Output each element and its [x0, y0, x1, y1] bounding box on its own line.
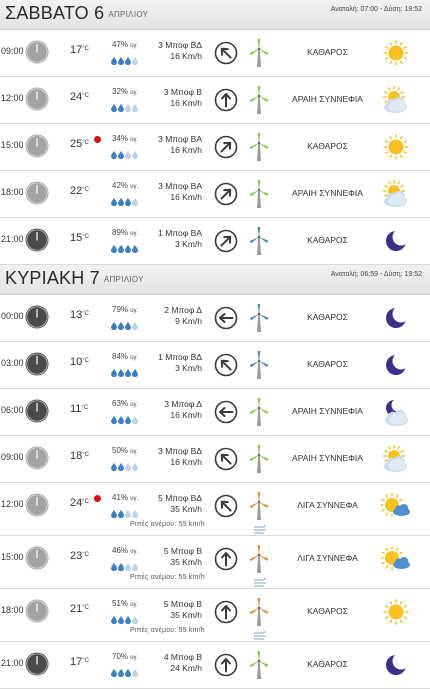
- wind-gust-text: Ριπές ανέμου: 55 km/h: [130, 521, 205, 528]
- raindrop-icon: [118, 458, 124, 476]
- raindrop-icon: [111, 52, 117, 70]
- humidity-value: 50%: [112, 446, 129, 455]
- temperature: [70, 403, 88, 415]
- raindrop-icon: [118, 146, 124, 164]
- temperature-unit: °C: [82, 187, 89, 193]
- clock-icon: [25, 446, 49, 470]
- wind-direction-arrow-icon: [214, 494, 238, 518]
- wind-turbine-icon: [248, 179, 270, 209]
- raindrop-icon: [111, 558, 117, 576]
- wind-direction-arrow-icon: [214, 306, 238, 330]
- wind-gust-icon: [253, 521, 269, 530]
- raindrop-icon: [125, 317, 131, 335]
- temperature-unit: °C: [82, 552, 89, 558]
- wind-turbine-icon: [248, 85, 270, 115]
- wind-force: 3 Μποφ ΒΑ: [158, 181, 202, 191]
- raindrop-icon: [111, 458, 117, 476]
- raindrop-icon: [118, 505, 124, 523]
- humidity: [112, 181, 138, 190]
- wind-info: [150, 228, 202, 250]
- wind-info: [150, 352, 202, 374]
- raindrop-icon: [132, 99, 138, 117]
- humidity-unit: υγ.: [130, 549, 139, 555]
- wind-direction-arrow-icon: [214, 88, 238, 112]
- temperature: [70, 450, 89, 462]
- temperature-unit: °C: [82, 93, 89, 99]
- wind-info: [150, 446, 202, 468]
- raindrop-icon: [111, 193, 117, 211]
- wind-speed: 35 Km/h: [170, 557, 202, 567]
- temperature: [70, 91, 89, 103]
- humidity-value: 89%: [112, 228, 129, 237]
- raindrop-icon: [125, 99, 131, 117]
- temperature-unit: °C: [82, 358, 89, 364]
- temperature: [70, 656, 89, 668]
- weather-condition: ΑΡΑΙΗ ΣΥΝΝΕΦΙΑ: [292, 188, 363, 198]
- rain-drops: [111, 411, 138, 429]
- clock-icon: [25, 40, 49, 64]
- humidity-value: 34%: [112, 134, 129, 143]
- wind-force: 5 Μποφ ΒΔ: [158, 493, 202, 503]
- raindrop-icon: [132, 364, 138, 382]
- forecast-time: 00:00: [1, 311, 24, 321]
- forecast-row: [0, 483, 430, 536]
- raindrop-icon: [111, 317, 117, 335]
- weather-condition: ΚΑΘΑΡΟΣ: [307, 606, 348, 616]
- temperature: [70, 138, 89, 150]
- humidity-value: 63%: [112, 399, 129, 408]
- wind-force: 3 Μποφ ΒΑ: [158, 134, 202, 144]
- humidity-value: 42%: [112, 181, 129, 190]
- humidity: [112, 446, 138, 455]
- weather-condition: ΑΡΑΙΗ ΣΥΝΝΕΦΙΑ: [292, 453, 363, 463]
- forecast-time: 06:00: [1, 405, 24, 415]
- forecast-time: 09:00: [1, 46, 24, 56]
- temperature-unit: °C: [82, 140, 89, 146]
- humidity-unit: υγ.: [130, 602, 139, 608]
- wind-speed: 35 Km/h: [170, 610, 202, 620]
- weather-condition: ΑΡΑΙΗ ΣΥΝΝΕΦΙΑ: [292, 94, 363, 104]
- rain-drops: [111, 664, 138, 682]
- sun-icon: [381, 38, 411, 68]
- temperature-value: 23: [70, 550, 83, 562]
- temperature-unit: °C: [82, 311, 89, 317]
- weather-condition: ΚΑΘΑΡΟΣ: [307, 659, 348, 669]
- clock-icon: [25, 305, 49, 329]
- moon-icon: [381, 303, 411, 333]
- humidity: [112, 87, 138, 96]
- sun-icon: [381, 597, 411, 627]
- moon-behind-cloud-icon: [381, 397, 411, 427]
- raindrop-icon: [125, 52, 131, 70]
- raindrop-icon: [132, 193, 138, 211]
- humidity-unit: υγ.: [130, 308, 139, 314]
- wind-speed: 16 Km/h: [170, 457, 202, 467]
- forecast-time: 21:00: [1, 234, 24, 244]
- raindrop-icon: [111, 146, 117, 164]
- wind-force: 5 Μποφ Β: [163, 599, 202, 609]
- rain-drops: [111, 317, 138, 335]
- wind-direction-arrow-icon: [214, 653, 238, 677]
- sun-icon: [381, 132, 411, 162]
- sun-with-cloud-icon: [381, 544, 411, 574]
- clock-icon: [25, 599, 49, 623]
- raindrop-icon: [118, 664, 124, 682]
- wind-turbine-icon: [248, 544, 270, 574]
- temperature-unit: °C: [82, 234, 89, 240]
- sunrise-sunset-times: Ανατολή: 07:00 - Δύση: 19:52: [330, 6, 422, 13]
- forecast-time: 03:00: [1, 358, 24, 368]
- temperature: [70, 44, 89, 56]
- temperature: [70, 185, 89, 197]
- raindrop-icon: [111, 364, 117, 382]
- day-title: [5, 268, 144, 289]
- humidity-unit: υγ.: [130, 43, 139, 49]
- wind-info: [150, 546, 202, 568]
- wind-turbine-icon: [248, 597, 270, 627]
- temperature-value: 10: [70, 356, 83, 368]
- rain-drops: [111, 52, 138, 70]
- wind-info: [150, 181, 202, 203]
- raindrop-icon: [125, 364, 131, 382]
- raindrop-icon: [125, 193, 131, 211]
- clock-icon: [25, 399, 49, 423]
- rain-drops: [111, 458, 138, 476]
- forecast-row: [0, 171, 430, 218]
- forecast-time: 12:00: [1, 499, 24, 509]
- raindrop-icon: [111, 664, 117, 682]
- wind-force: 4 Μποφ Β: [163, 652, 202, 662]
- wind-gust-icon: [253, 574, 269, 583]
- forecast-time: 18:00: [1, 187, 24, 197]
- forecast-row: [0, 218, 430, 265]
- forecast-row: [0, 124, 430, 171]
- humidity: [112, 228, 138, 237]
- forecast-row: [0, 77, 430, 124]
- clock-icon: [25, 228, 49, 252]
- wind-gust-icon: [253, 627, 269, 636]
- weather-condition: ΑΡΑΙΗ ΣΥΝΝΕΦΙΑ: [292, 406, 363, 416]
- humidity: [112, 652, 138, 661]
- wind-force: 3 Μποφ Β: [163, 87, 202, 97]
- sun-behind-cloud-icon: [381, 444, 411, 474]
- sunrise-sunset-times: Ανατολή: 06:59 - Δύση: 19:52: [330, 271, 422, 278]
- temperature-value: 21: [70, 603, 83, 615]
- humidity: [112, 352, 138, 361]
- sun-with-cloud-icon: [381, 491, 411, 521]
- wind-speed: 35 Km/h: [170, 504, 202, 514]
- wind-info: [150, 40, 202, 62]
- humidity-value: 41%: [112, 493, 129, 502]
- day-name: ΚΥΡΙΑΚΗ 7: [5, 268, 100, 288]
- wind-gust-text: Ριπές ανέμου: 55 km/h: [130, 627, 205, 634]
- raindrop-icon: [125, 240, 131, 258]
- raindrop-icon: [111, 240, 117, 258]
- temperature-unit: °C: [81, 405, 89, 411]
- wind-direction-arrow-icon: [214, 353, 238, 377]
- humidity-unit: υγ.: [130, 184, 139, 190]
- wind-turbine-icon: [248, 444, 270, 474]
- clock-icon: [25, 181, 49, 205]
- wind-info: [150, 305, 202, 327]
- wind-turbine-icon: [248, 350, 270, 380]
- rain-drops: [111, 99, 138, 117]
- wind-direction-arrow-icon: [214, 229, 238, 253]
- humidity-unit: υγ.: [130, 655, 139, 661]
- forecast-row: [0, 342, 430, 389]
- clock-icon: [25, 493, 49, 517]
- wind-speed: 24 Km/h: [170, 663, 202, 673]
- humidity-value: 46%: [112, 546, 129, 555]
- raindrop-icon: [118, 364, 124, 382]
- humidity-value: 70%: [112, 652, 129, 661]
- raindrop-icon: [132, 52, 138, 70]
- forecast-time: 09:00: [1, 452, 24, 462]
- moon-icon: [381, 226, 411, 256]
- wind-info: [150, 493, 202, 515]
- forecast-row: [0, 536, 430, 589]
- wind-turbine-icon: [248, 491, 270, 521]
- raindrop-icon: [125, 458, 131, 476]
- rain-drops: [111, 240, 138, 258]
- raindrop-icon: [118, 411, 124, 429]
- humidity-unit: υγ.: [130, 231, 139, 237]
- temperature-value: 25: [70, 138, 83, 150]
- wind-direction-arrow-icon: [214, 600, 238, 624]
- sun-behind-cloud-icon: [381, 179, 411, 209]
- temperature-value: 24: [70, 497, 83, 509]
- raindrop-icon: [118, 52, 124, 70]
- forecast-time: 21:00: [1, 658, 24, 668]
- temperature: [70, 497, 89, 509]
- raindrop-icon: [132, 317, 138, 335]
- high-temp-dot-icon: [94, 495, 101, 502]
- raindrop-icon: [132, 664, 138, 682]
- raindrop-icon: [118, 193, 124, 211]
- clock-icon: [25, 134, 49, 158]
- temperature: [70, 309, 89, 321]
- temperature-value: 17: [70, 656, 83, 668]
- humidity-unit: υγ.: [130, 449, 139, 455]
- weather-condition: ΛΙΓΑ ΣΥΝΝΕΦΑ: [297, 553, 358, 563]
- humidity-value: 79%: [112, 305, 129, 314]
- temperature-value: 13: [70, 309, 83, 321]
- wind-info: [150, 652, 202, 674]
- humidity-value: 32%: [112, 87, 129, 96]
- weather-condition: ΚΑΘΑΡΟΣ: [307, 312, 348, 322]
- forecast-time: 18:00: [1, 605, 24, 615]
- wind-force: 3 Μποφ Δ: [164, 399, 202, 409]
- wind-speed: 16 Km/h: [170, 98, 202, 108]
- raindrop-icon: [111, 505, 117, 523]
- temperature: [70, 232, 89, 244]
- wind-force: 3 Μποφ ΒΔ: [158, 446, 202, 456]
- raindrop-icon: [118, 558, 124, 576]
- raindrop-icon: [132, 240, 138, 258]
- wind-speed: 16 Km/h: [170, 51, 202, 61]
- forecast-row: [0, 295, 430, 342]
- wind-speed: 9 Km/h: [175, 316, 202, 326]
- wind-turbine-icon: [248, 226, 270, 256]
- forecast-row: [0, 389, 430, 436]
- raindrop-icon: [118, 317, 124, 335]
- humidity: [112, 546, 138, 555]
- high-temp-dot-icon: [94, 136, 101, 143]
- weather-condition: ΚΑΘΑΡΟΣ: [307, 235, 348, 245]
- wind-turbine-icon: [248, 303, 270, 333]
- raindrop-icon: [118, 611, 124, 629]
- raindrop-icon: [132, 146, 138, 164]
- wind-turbine-icon: [248, 38, 270, 68]
- temperature-unit: °C: [82, 499, 89, 505]
- weather-condition: ΛΙΓΑ ΣΥΝΝΕΦΑ: [297, 500, 358, 510]
- forecast-time: 15:00: [1, 140, 24, 150]
- raindrop-icon: [118, 99, 124, 117]
- wind-speed: 3 Km/h: [175, 239, 202, 249]
- day-name: ΣΑΒΒΑΤΟ 6: [5, 3, 105, 23]
- forecast-row: [0, 589, 430, 642]
- humidity: [112, 399, 138, 408]
- clock-icon: [25, 546, 49, 570]
- temperature: [70, 603, 89, 615]
- humidity-value: 84%: [112, 352, 129, 361]
- wind-info: [150, 599, 202, 621]
- weather-condition: ΚΑΘΑΡΟΣ: [307, 359, 348, 369]
- wind-force: 1 Μποφ ΒΑ: [158, 228, 202, 238]
- wind-gust-text: Ριπές ανέμου: 55 km/h: [130, 574, 205, 581]
- temperature-value: 17: [70, 44, 83, 56]
- raindrop-icon: [111, 611, 117, 629]
- moon-icon: [381, 650, 411, 680]
- temperature-value: 18: [70, 450, 83, 462]
- humidity: [112, 493, 138, 502]
- raindrop-icon: [125, 411, 131, 429]
- wind-speed: 16 Km/h: [170, 410, 202, 420]
- raindrop-icon: [132, 411, 138, 429]
- clock-icon: [25, 352, 49, 376]
- raindrop-icon: [111, 411, 117, 429]
- temperature-unit: °C: [82, 658, 89, 664]
- humidity-unit: υγ.: [130, 402, 139, 408]
- raindrop-icon: [125, 664, 131, 682]
- humidity: [112, 599, 138, 608]
- temperature: [70, 356, 89, 368]
- wind-force: 3 Μποφ ΒΔ: [158, 40, 202, 50]
- day-header: [0, 0, 430, 30]
- day-month: ΑΠΡΙΛΙΟΥ: [108, 10, 149, 19]
- wind-force: 5 Μποφ Β: [163, 546, 202, 556]
- temperature: [70, 550, 89, 562]
- rain-drops: [111, 146, 138, 164]
- wind-direction-arrow-icon: [214, 41, 238, 65]
- humidity-unit: υγ.: [130, 355, 139, 361]
- humidity-value: 51%: [112, 599, 129, 608]
- wind-turbine-icon: [248, 397, 270, 427]
- temperature-value: 22: [70, 185, 83, 197]
- humidity: [112, 305, 138, 314]
- forecast-time: 12:00: [1, 93, 24, 103]
- raindrop-icon: [125, 146, 131, 164]
- temperature-unit: °C: [82, 46, 89, 52]
- humidity: [112, 40, 138, 49]
- day-title: [5, 3, 148, 24]
- wind-info: [150, 399, 202, 421]
- temperature-unit: °C: [82, 605, 89, 611]
- temperature-value: 15: [70, 232, 83, 244]
- raindrop-icon: [111, 99, 117, 117]
- temperature-unit: °C: [82, 452, 89, 458]
- wind-direction-arrow-icon: [214, 135, 238, 159]
- wind-force: 1 Μποφ ΒΔ: [158, 352, 202, 362]
- wind-direction-arrow-icon: [214, 400, 238, 424]
- wind-turbine-icon: [248, 132, 270, 162]
- temperature-value: 24: [70, 91, 83, 103]
- wind-force: 2 Μποφ Δ: [164, 305, 202, 315]
- forecast-row: [0, 30, 430, 77]
- clock-icon: [25, 87, 49, 111]
- wind-speed: 16 Km/h: [170, 192, 202, 202]
- sun-behind-cloud-icon: [381, 85, 411, 115]
- wind-turbine-icon: [248, 650, 270, 680]
- wind-direction-arrow-icon: [214, 447, 238, 471]
- wind-direction-arrow-icon: [214, 547, 238, 571]
- moon-icon: [381, 350, 411, 380]
- clock-icon: [25, 652, 49, 676]
- wind-speed: 3 Km/h: [175, 363, 202, 373]
- weather-condition: ΚΑΘΑΡΟΣ: [307, 47, 348, 57]
- rain-drops: [111, 364, 138, 382]
- forecast-row: [0, 642, 430, 689]
- temperature-value: 11: [70, 403, 82, 415]
- day-month: ΑΠΡΙΛΙΟΥ: [103, 275, 144, 284]
- weather-condition: ΚΑΘΑΡΟΣ: [307, 141, 348, 151]
- wind-info: [150, 134, 202, 156]
- forecast-time: 15:00: [1, 552, 24, 562]
- day-header: [0, 265, 430, 295]
- wind-info: [150, 87, 202, 109]
- humidity-unit: υγ.: [130, 137, 139, 143]
- forecast-row: [0, 436, 430, 483]
- raindrop-icon: [118, 240, 124, 258]
- humidity-unit: υγ.: [130, 90, 139, 96]
- humidity: [112, 134, 138, 143]
- humidity-value: 47%: [112, 40, 129, 49]
- wind-direction-arrow-icon: [214, 182, 238, 206]
- wind-speed: 16 Km/h: [170, 145, 202, 155]
- humidity-unit: υγ.: [130, 496, 139, 502]
- raindrop-icon: [132, 458, 138, 476]
- rain-drops: [111, 193, 138, 211]
